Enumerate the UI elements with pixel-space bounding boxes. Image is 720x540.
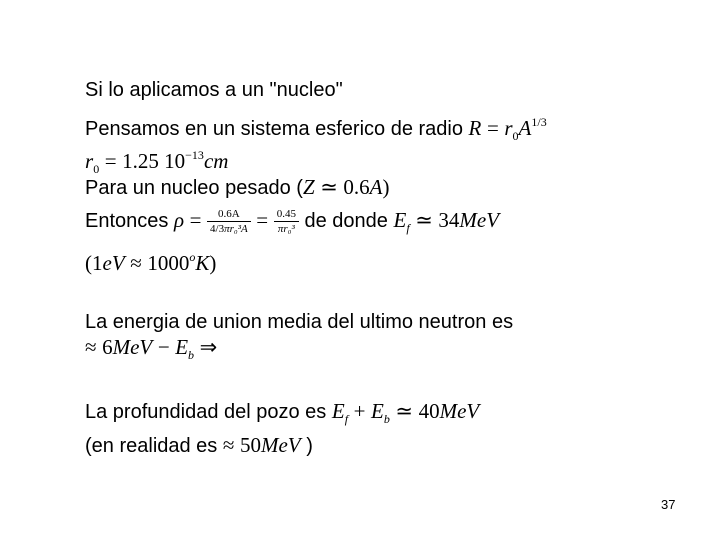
well-depth-text: La profundidad del pozo es (85, 401, 327, 423)
cube-root-exponent: 1/3 (531, 115, 547, 129)
r0-unit: cm (203, 149, 229, 173)
page-number: 37 (661, 497, 676, 512)
line-well-depth (85, 399, 479, 431)
then-text: Entonces (85, 210, 169, 232)
radius-symbol: R (468, 116, 482, 140)
line-binding-energy (85, 310, 513, 334)
density-fraction-1 (207, 208, 251, 235)
rho-symbol: ρ (173, 208, 185, 232)
approx-sign: ≃ (320, 175, 338, 199)
K-unit: K (195, 251, 210, 275)
line-intro (85, 78, 343, 102)
binding-value: 6 (102, 335, 113, 359)
implies-arrow: ⇒ (199, 335, 218, 359)
binding-energy-text: La energia de union media del ultimo neutron es (85, 311, 514, 333)
line-binding-value (85, 335, 217, 367)
fraction-2-denominator: πr₀³ (277, 223, 295, 236)
well-depth-unit: MeV (439, 399, 480, 423)
heavy-nucleus-text: Para un nucleo pesado (85, 177, 291, 199)
ratio-value: 0.6 (343, 175, 370, 199)
fraction-2-numerator: 0.45 (274, 208, 299, 222)
radius-text: Pensamos en un sistema esferico de radio (85, 118, 463, 140)
Eb-symbol: E (175, 335, 189, 359)
line-ev-kelvin (85, 245, 216, 276)
approx-sign: ≃ (415, 208, 433, 232)
close-paren: ) (209, 251, 217, 275)
A-symbol: A (369, 175, 383, 199)
Eb-subscript: b (383, 412, 390, 426)
actual-depth-value: 50 (239, 433, 261, 457)
kelvin-value: 1000 (147, 251, 190, 275)
close-paren: ) (382, 175, 390, 199)
equals-sign: = (486, 116, 499, 140)
fraction-1-coefficient: 4/3 (210, 223, 225, 236)
r0-exponent: −13 (185, 148, 204, 162)
Z-symbol: Z (302, 175, 315, 199)
fraction-1-numerator: 0.6A (207, 208, 251, 222)
equals-sign: = (104, 149, 117, 173)
equals-sign: = (189, 208, 202, 232)
Ef-symbol: E (393, 208, 407, 232)
approx-sign: ≈ (85, 335, 97, 359)
eV-unit: eV (102, 251, 125, 275)
approx-sign: ≈ (130, 251, 142, 275)
fermi-energy-unit: MeV (459, 208, 500, 232)
minus-sign: − (157, 335, 170, 359)
actual-depth-unit: MeV (260, 433, 301, 457)
r-subscript: 0 (512, 129, 519, 143)
actual-depth-text: (en realidad es (85, 435, 218, 457)
r0-symbol: r (85, 149, 94, 173)
equals-sign-2: = (256, 208, 269, 232)
line-actual-depth (85, 433, 313, 458)
fermi-energy-value: 34 (438, 208, 460, 232)
Ef-symbol: E (331, 399, 345, 423)
plus-sign: + (353, 399, 366, 423)
open-paren-one: (1 (85, 251, 103, 275)
open-paren: ( (296, 177, 303, 199)
close-paren: ) (306, 435, 313, 457)
Eb-subscript: b (188, 348, 195, 362)
approx-sign: ≃ (395, 399, 414, 423)
line-density (85, 202, 499, 246)
line-heavy-nucleus (85, 175, 389, 200)
Eb-symbol: E (371, 399, 384, 423)
Ef-subscript: f (344, 412, 349, 426)
r-symbol: r (504, 116, 513, 140)
intro-text: Si lo aplicamos a un "nucleo" (85, 79, 343, 101)
A-symbol: A (518, 116, 532, 140)
binding-unit: MeV (112, 335, 153, 359)
Ef-subscript: f (406, 221, 410, 235)
fraction-1-denominator-term: πr₀³A (224, 223, 248, 236)
r0-value: 1.25 10 (122, 149, 186, 173)
density-fraction-2 (274, 208, 299, 235)
well-depth-value: 40 (418, 399, 440, 423)
approx-sign: ≈ (222, 433, 235, 457)
fraction-1-denominator (207, 222, 251, 235)
degree-mark: o (189, 250, 196, 264)
from-where-text: de donde (304, 210, 388, 232)
r0-subscript: 0 (93, 162, 100, 176)
